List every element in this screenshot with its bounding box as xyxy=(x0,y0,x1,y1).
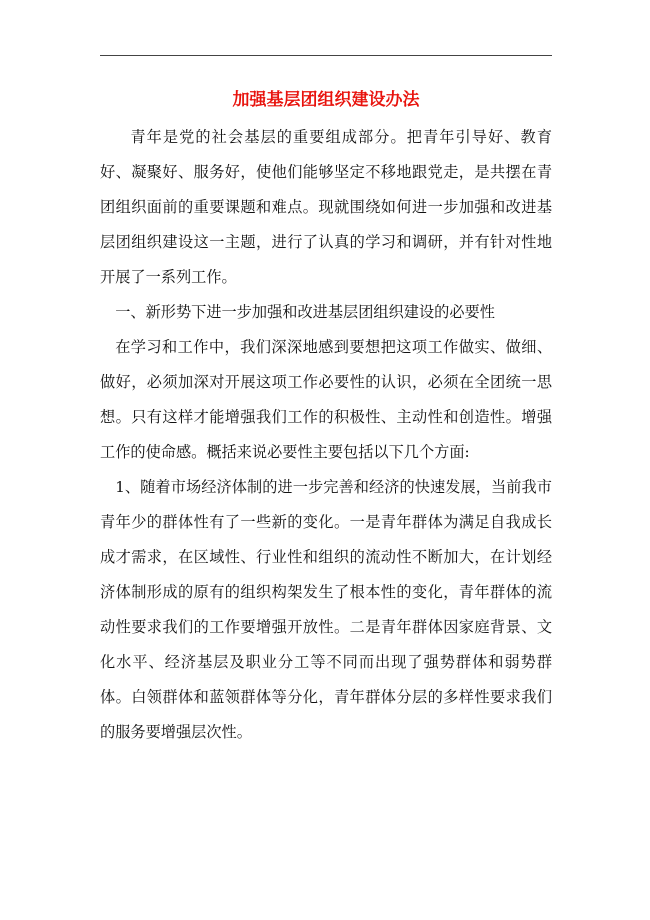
paragraph-necessity: 在学习和工作中，我们深深地感到要想把这项工作做实、做细、做好，必须加深对开展这项工作必要性的认识，必须在全团统一思想。只有这样才能增强我们工作的积极性、主动性和创造性。增强工作的使命感。概括来说必要性主要包括以下几个方面: xyxy=(100,338,552,461)
document-title: 加强基层团组织建设办法 xyxy=(232,90,420,110)
document-body xyxy=(100,120,552,750)
paragraph-intro: 青年是党的社会基层的重要组成部分。把青年引导好、教育好、凝聚好、服务好，使他们能够坚定不移地跟党走，是共摆在青团组织面前的重要课题和难点。现就围绕如何进一步加强和改进基层团组织建设这一主题，进行了认真的学习和调研，并有针对性地开展了一系列工作。 xyxy=(100,128,552,286)
section-heading-1: 一、新形势下进一步加强和改进基层团组织建设的必要性 xyxy=(115,303,495,321)
paragraph-point-1: 1、随着市场经济体制的进一步完善和经济的快速发展，当前我市青年少的群体性有了一些新的变化。一是青年群体为满足自我成长成才需求，在区域性、行业性和组织的流动性不断加大，在计划经济体制形成的原有的组织构架发生了根本性的变化，青年群体的流动性要求我们的工作要增强开放性。二是青年群体因家庭背景、文化水平、经济基层及职业分工等不同而出现了强势群体和弱势群体。白领群体和蓝领群体等分化，青年群体分层的多样性要求我们的服务要增强层次性。 xyxy=(100,478,552,741)
header-rule xyxy=(100,55,552,56)
